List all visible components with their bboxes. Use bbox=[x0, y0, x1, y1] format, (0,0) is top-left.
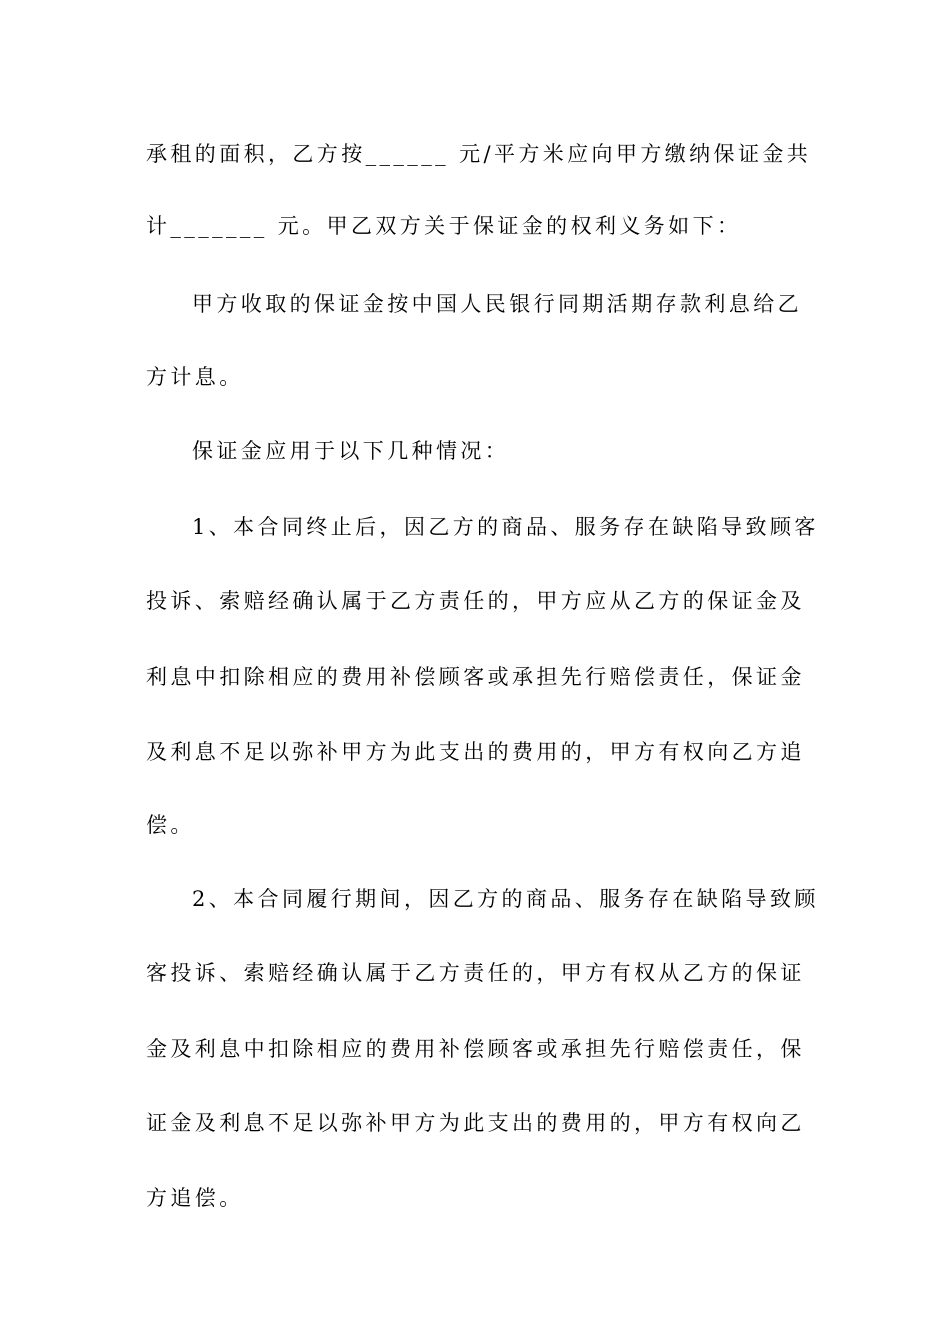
text-line: 偿。 bbox=[146, 813, 195, 837]
text-line: 金及利息中扣除相应的费用补偿顾客或承担先行赔偿责任，保 bbox=[146, 1037, 805, 1061]
text-line: 客投诉、索赔经确认属于乙方责任的，甲方有权从乙方的保证 bbox=[146, 961, 805, 985]
text-line: 及利息不足以弥补甲方为此支出的费用的，甲方有权向乙方追 bbox=[146, 740, 805, 764]
text-line: 2、本合同履行期间，因乙方的商品、服务存在缺陷导致顾 bbox=[192, 887, 819, 911]
text-line: 1、本合同终止后，因乙方的商品、服务存在缺陷导致顾客 bbox=[192, 515, 819, 539]
text-line: 计_______ 元。甲乙双方关于保证金的权利义务如下： bbox=[146, 214, 742, 238]
text-line: 方计息。 bbox=[146, 365, 244, 389]
text-line: 保证金应用于以下几种情况： bbox=[192, 439, 510, 463]
text-line: 投诉、索赔经确认属于乙方责任的，甲方应从乙方的保证金及 bbox=[146, 589, 805, 613]
text-line: 甲方收取的保证金按中国人民银行同期活期存款利息给乙 bbox=[192, 292, 802, 316]
text-line: 证金及利息不足以弥补甲方为此支出的费用的，甲方有权向乙 bbox=[146, 1111, 805, 1135]
text-line: 承租的面积，乙方按______ 元/平方米应向甲方缴纳保证金共 bbox=[146, 142, 812, 166]
text-line: 利息中扣除相应的费用补偿顾客或承担先行赔偿责任，保证金 bbox=[146, 665, 805, 689]
text-line: 方追偿。 bbox=[146, 1186, 244, 1210]
